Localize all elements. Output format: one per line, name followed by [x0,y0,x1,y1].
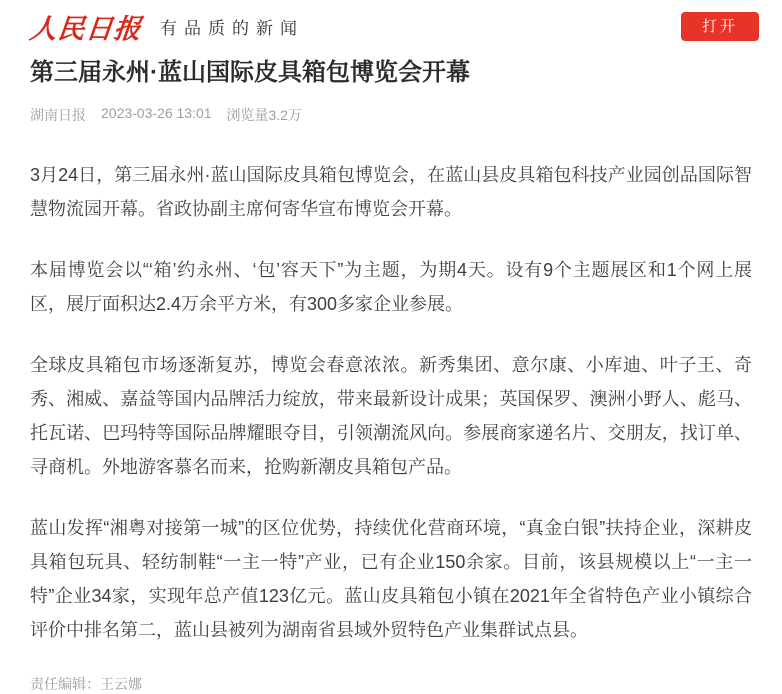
app-banner [0,0,782,48]
publish-time: 2023-03-26 13:01 [101,105,212,122]
paragraph: 3月24日，第三届永州·蓝山国际皮具箱包博览会，在蓝山县皮具箱包科技产业园创品国际智慧物流园开幕。省政协副主席何寄华宣布博览会开幕。 [30,165,752,220]
open-app-button[interactable]: 打开 [681,12,759,41]
article-body [30,158,752,647]
article-meta [30,105,752,125]
paragraph: 全球皮具箱包市场逐渐复苏，博览会春意浓浓。新秀集团、意尔康、小库迪、叶子王、奇秀、湘威、嘉益等国内品牌活力绽放，带来最新设计成果；英国保罗、澳洲小野人、彪马、托瓦诺、巴玛特等国际品牌耀眼夺目，引领潮流风向。参展商家递名片、交朋友，找订单、寻商机。外地游客慕名而来，抢购新潮皮具箱包产品。 [30,355,752,478]
article-source: 湖南日报 [30,107,86,124]
view-count: 浏览量3.2万 [226,107,303,124]
peoples-daily-logo: 人民日报 [28,14,144,45]
brand-tagline: 有品质的新闻 [160,19,304,38]
paragraph: 蓝山发挥“湘粤对接第一城”的区位优势，持续优化营商环境，“真金白银”扶持企业，深耕皮具箱包玩具、轻纺制鞋“一主一特”产业，已有企业150余家。目前，该县规模以上“一主一特”企业34家，实现年总产值123亿元。蓝山皮具箱包小镇在2021年全省特色产业小镇综合评价中排名第二，蓝山县被列为湖南省县域外贸特色产业集群试点县。 [30,518,752,641]
paragraph: 本届博览会以“‘箱’约永州、‘包’容天下”为主题，为期4天。设有9个主题展区和1个网上展区，展厅面积达2.4万余平方米，有300多家企业参展。 [30,260,752,315]
editor-credit: 责任编辑：王云娜 [30,676,142,693]
article-title: 第三届永州·蓝山国际皮具箱包博览会开幕 [30,59,470,86]
brand [30,7,304,46]
article [0,57,782,694]
